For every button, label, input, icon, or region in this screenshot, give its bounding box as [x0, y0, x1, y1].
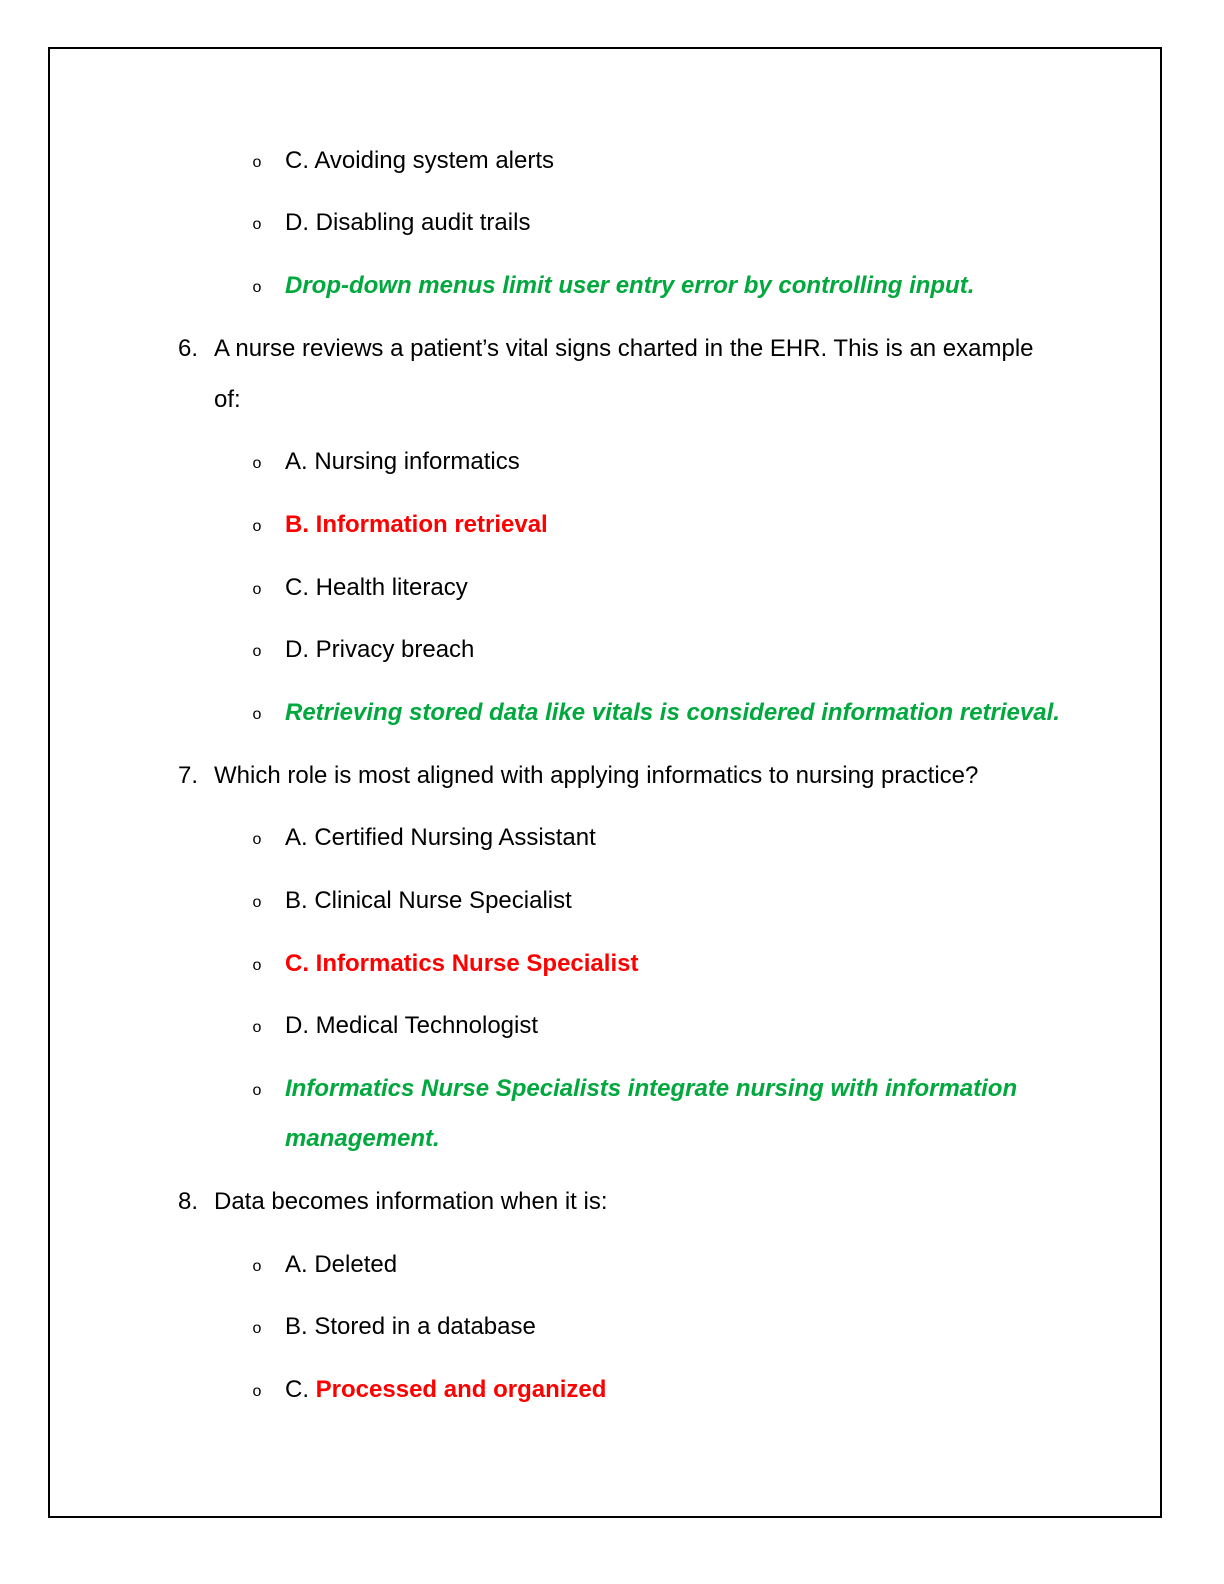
q6-question-line2: of:	[214, 386, 241, 413]
list-bullet: o	[252, 279, 262, 296]
list-bullet: o	[252, 216, 262, 233]
q7-option-c-correct: C. Informatics Nurse Specialist	[285, 950, 639, 977]
q8-option-c	[285, 1375, 606, 1405]
list-bullet: o	[252, 643, 262, 660]
q7-question: Which role is most aligned with applying informatics to nursing practice?	[214, 762, 979, 789]
q7-number: 7.	[178, 762, 199, 789]
q6-question-line1: A nurse reviews a patient’s vital signs charted in the EHR. This is an example	[214, 335, 1034, 362]
q6-option-c: C. Health literacy	[285, 574, 468, 601]
q7-rationale-line1: Informatics Nurse Specialists integrate nursing with information	[285, 1075, 1018, 1102]
q7-option-b: B. Clinical Nurse Specialist	[285, 887, 572, 914]
list-bullet: o	[252, 581, 262, 598]
list-bullet: o	[252, 894, 262, 911]
q5-option-c: C. Avoiding system alerts	[285, 147, 555, 174]
q8-option-c-prefix: C.	[285, 1376, 316, 1403]
q8-option-a: A. Deleted	[285, 1251, 398, 1278]
q6-number: 6.	[178, 335, 199, 362]
list-bullet: o	[252, 831, 262, 848]
list-bullet: o	[252, 455, 262, 472]
q6-option-a: A. Nursing informatics	[285, 448, 520, 475]
list-bullet: o	[252, 1082, 262, 1099]
list-bullet: o	[252, 1320, 262, 1337]
list-bullet: o	[252, 1019, 262, 1036]
list-bullet: o	[252, 518, 262, 535]
q7-option-d: D. Medical Technologist	[285, 1012, 539, 1039]
list-bullet: o	[252, 1258, 262, 1275]
q8-option-c-correct-text: Processed and organized	[315, 1376, 607, 1403]
q7-rationale-line2: management.	[285, 1125, 440, 1152]
list-bullet: o	[252, 706, 262, 723]
q5-option-d: D. Disabling audit trails	[285, 209, 531, 236]
q8-option-b: B. Stored in a database	[285, 1313, 536, 1340]
list-bullet: o	[252, 1383, 262, 1400]
q8-question: Data becomes information when it is:	[214, 1188, 608, 1215]
q7-option-a: A. Certified Nursing Assistant	[285, 824, 596, 851]
q5-rationale: Drop-down menus limit user entry error by controlling input.	[285, 272, 975, 299]
list-bullet: o	[252, 154, 262, 171]
q6-option-d: D. Privacy breach	[285, 636, 475, 663]
list-bullet: o	[252, 957, 262, 974]
q6-option-b-correct: B. Information retrieval	[285, 511, 548, 538]
q6-rationale: Retrieving stored data like vitals is considered information retrieval.	[285, 699, 1060, 726]
q8-number: 8.	[178, 1188, 199, 1215]
